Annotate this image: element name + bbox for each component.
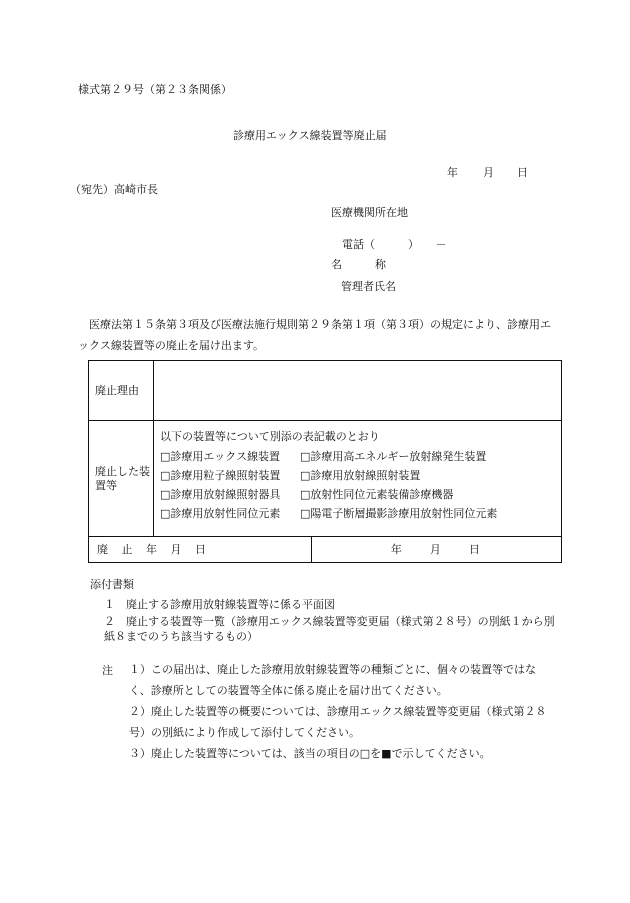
note-item: １）この届出は、廃止した診療用放射線装置等の種類ごとに、個々の装置等ではなく、診療所としての装置等全体に係る廃止を届け出てください。 <box>129 663 536 697</box>
abolition-date-field[interactable]: 年 月 日 <box>311 537 561 563</box>
device-checklist <box>160 447 555 523</box>
body-text: 医療法第１５条第３項及び医療法施行規則第２９条第１項（第３項）の規定により、診療用エックス線装置等の廃止を届け出ます。 <box>78 318 551 352</box>
device-option[interactable]: □診療用エックス線装置 <box>160 450 281 463</box>
note-item: ３）廃止した装置等については、該当の項目の□を■で示してください。 <box>129 747 491 760</box>
devices-label: 廃止した装置等 <box>89 421 154 537</box>
device-option[interactable]: □診療用放射線照射器具 <box>160 488 281 501</box>
reason-label: 廃止理由 <box>89 361 154 421</box>
date-month-label: 月 <box>483 166 494 179</box>
device-option[interactable]: □診療用粒子線照射装置 <box>160 469 281 482</box>
phone-label: 電話（ ） － <box>342 238 447 251</box>
device-option[interactable]: □放射性同位元素装備診療機器 <box>300 488 454 501</box>
addressee: （宛先）高崎市長 <box>70 183 158 196</box>
notification-table <box>88 360 562 563</box>
reason-row <box>89 361 562 421</box>
device-option[interactable]: □診療用高エネルギー放射線発生装置 <box>300 450 487 463</box>
devices-row <box>89 421 562 537</box>
notes-label: 注 <box>102 664 113 677</box>
abolition-date-label: 廃 止 年 月 日 <box>89 537 312 563</box>
document-title: 診療用エックス線装置等廃止届 <box>233 129 387 142</box>
attachment-item: ２ 廃止する装置等一覧（診療用エックス線装置等変更届（様式第２８号）の別紙１から別紙８までのうち該当するもの） <box>104 615 555 643</box>
manager-label: 管理者氏名 <box>341 280 396 293</box>
date-year-label: 年 <box>447 166 458 179</box>
device-option[interactable]: □陽電子断層撮影診療用放射性同位元素 <box>300 507 498 520</box>
device-option[interactable]: □診療用放射線照射装置 <box>300 469 421 482</box>
note-item: ２）廃止した装置等の概要については、診療用エックス線装置等変更届（様式第２８号）の別紙により作成して添付してください。 <box>129 705 547 739</box>
date-day-label: 日 <box>517 166 528 179</box>
date-row <box>89 537 562 563</box>
name-label: 名 称 <box>331 258 386 271</box>
reason-field[interactable] <box>154 361 562 421</box>
attachments-heading: 添付書類 <box>90 578 134 591</box>
form-number: 様式第２９号（第２３条関係） <box>78 83 232 96</box>
device-option[interactable]: □診療用放射性同位元素 <box>160 507 281 520</box>
devices-intro: 以下の装置等について別添の表記載のとおり <box>160 430 380 443</box>
attachment-item: １ 廃止する診療用放射線装置等に係る平面図 <box>104 598 335 611</box>
location-label: 医療機関所在地 <box>331 206 408 219</box>
devices-field <box>154 421 562 537</box>
